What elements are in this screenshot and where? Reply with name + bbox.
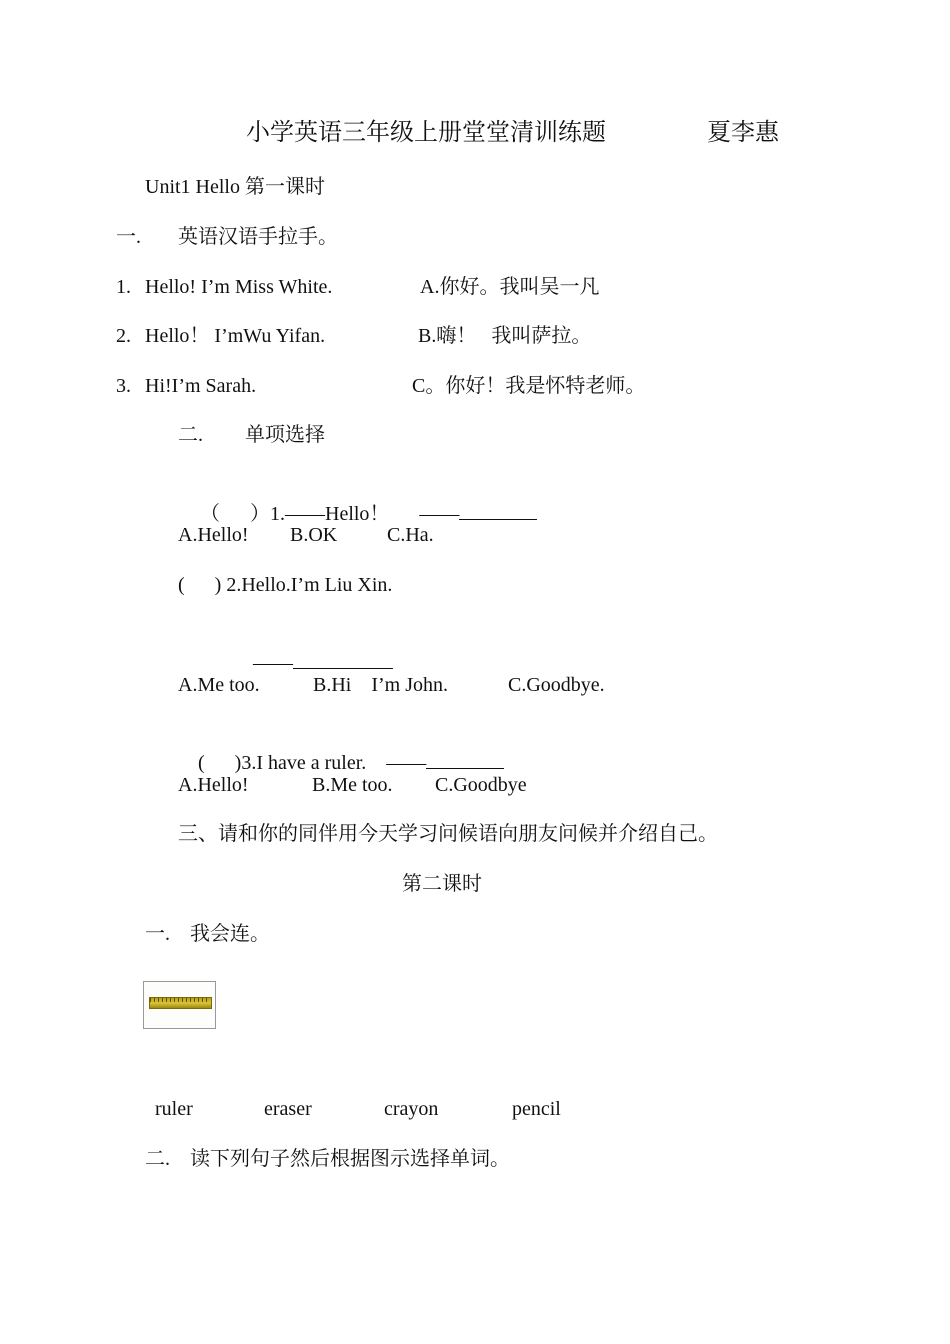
word-option[interactable]: crayon xyxy=(384,1098,439,1120)
match-item-chinese: B.嗨！ 我叫萨拉。 xyxy=(418,325,592,347)
answer-blank[interactable] xyxy=(459,499,537,520)
question-2-stem: ( ) 2.Hello.I’m Liu Xin. xyxy=(178,574,393,596)
worksheet-title: 小学英语三年级上册堂堂清训练题 xyxy=(246,120,606,146)
q1-option-c: C.Ha. xyxy=(387,524,434,546)
question-3-stem: ( )3.I have a ruler. —— xyxy=(198,752,427,774)
q2-option-c: C.Goodbye. xyxy=(508,674,605,696)
match-item-number: 3. xyxy=(116,375,131,397)
match-item-english: Hello！ I’mWu Yifan. xyxy=(145,325,326,347)
lesson2-heading: 第二课时 xyxy=(402,873,482,895)
question-1-stem: （ ）1.——Hello！ —— xyxy=(200,503,460,525)
ruler-picture xyxy=(143,981,216,1029)
answer-blank[interactable] xyxy=(426,748,504,769)
match-item-number: 1. xyxy=(116,276,131,298)
q3-option-a: A.Hello! xyxy=(178,774,249,796)
q2-option-a: A.Me too. xyxy=(178,674,260,696)
section2-title: 单项选择 xyxy=(245,424,325,446)
q3-option-c: C.Goodbye xyxy=(435,774,527,796)
lesson2-section1-title: 我会连。 xyxy=(190,923,270,945)
author-name: 夏李惠 xyxy=(707,120,779,146)
match-item-chinese: A.你好。我叫吴一凡 xyxy=(420,276,600,298)
match-item-number: 2. xyxy=(116,325,131,347)
match-item-chinese: C。你好！我是怀特老师。 xyxy=(412,375,646,397)
word-option[interactable]: eraser xyxy=(264,1098,312,1120)
section2-label: 二. xyxy=(178,424,203,446)
q2-option-b: B.Hi I’m John. xyxy=(313,674,448,696)
lesson1-heading: Unit1 Hello 第一课时 xyxy=(145,176,325,198)
lesson2-section1-label: 一. xyxy=(145,923,170,945)
section3-instruction: 三、请和你的同伴用今天学习问候语向朋友问候并介绍自己。 xyxy=(178,823,718,845)
word-option[interactable]: ruler xyxy=(155,1098,193,1120)
section1-title: 英语汉语手拉手。 xyxy=(178,226,338,248)
word-option[interactable]: pencil xyxy=(512,1098,561,1120)
match-item-english: Hello! I’m Miss White. xyxy=(145,276,333,298)
q3-option-b: B.Me too. xyxy=(312,774,393,796)
lesson2-section2-title: 读下列句子然后根据图示选择单词。 xyxy=(190,1148,510,1170)
lesson2-section2-label: 二. xyxy=(145,1148,170,1170)
answer-blank[interactable] xyxy=(293,648,393,669)
ruler-ticks xyxy=(150,998,209,1002)
answer-dash: —— xyxy=(253,652,293,674)
section1-label: 一. xyxy=(116,226,141,248)
match-item-english: Hi!I’m Sarah. xyxy=(145,375,257,397)
q1-option-b: B.OK xyxy=(290,524,338,546)
q1-option-a: A.Hello! xyxy=(178,524,249,546)
